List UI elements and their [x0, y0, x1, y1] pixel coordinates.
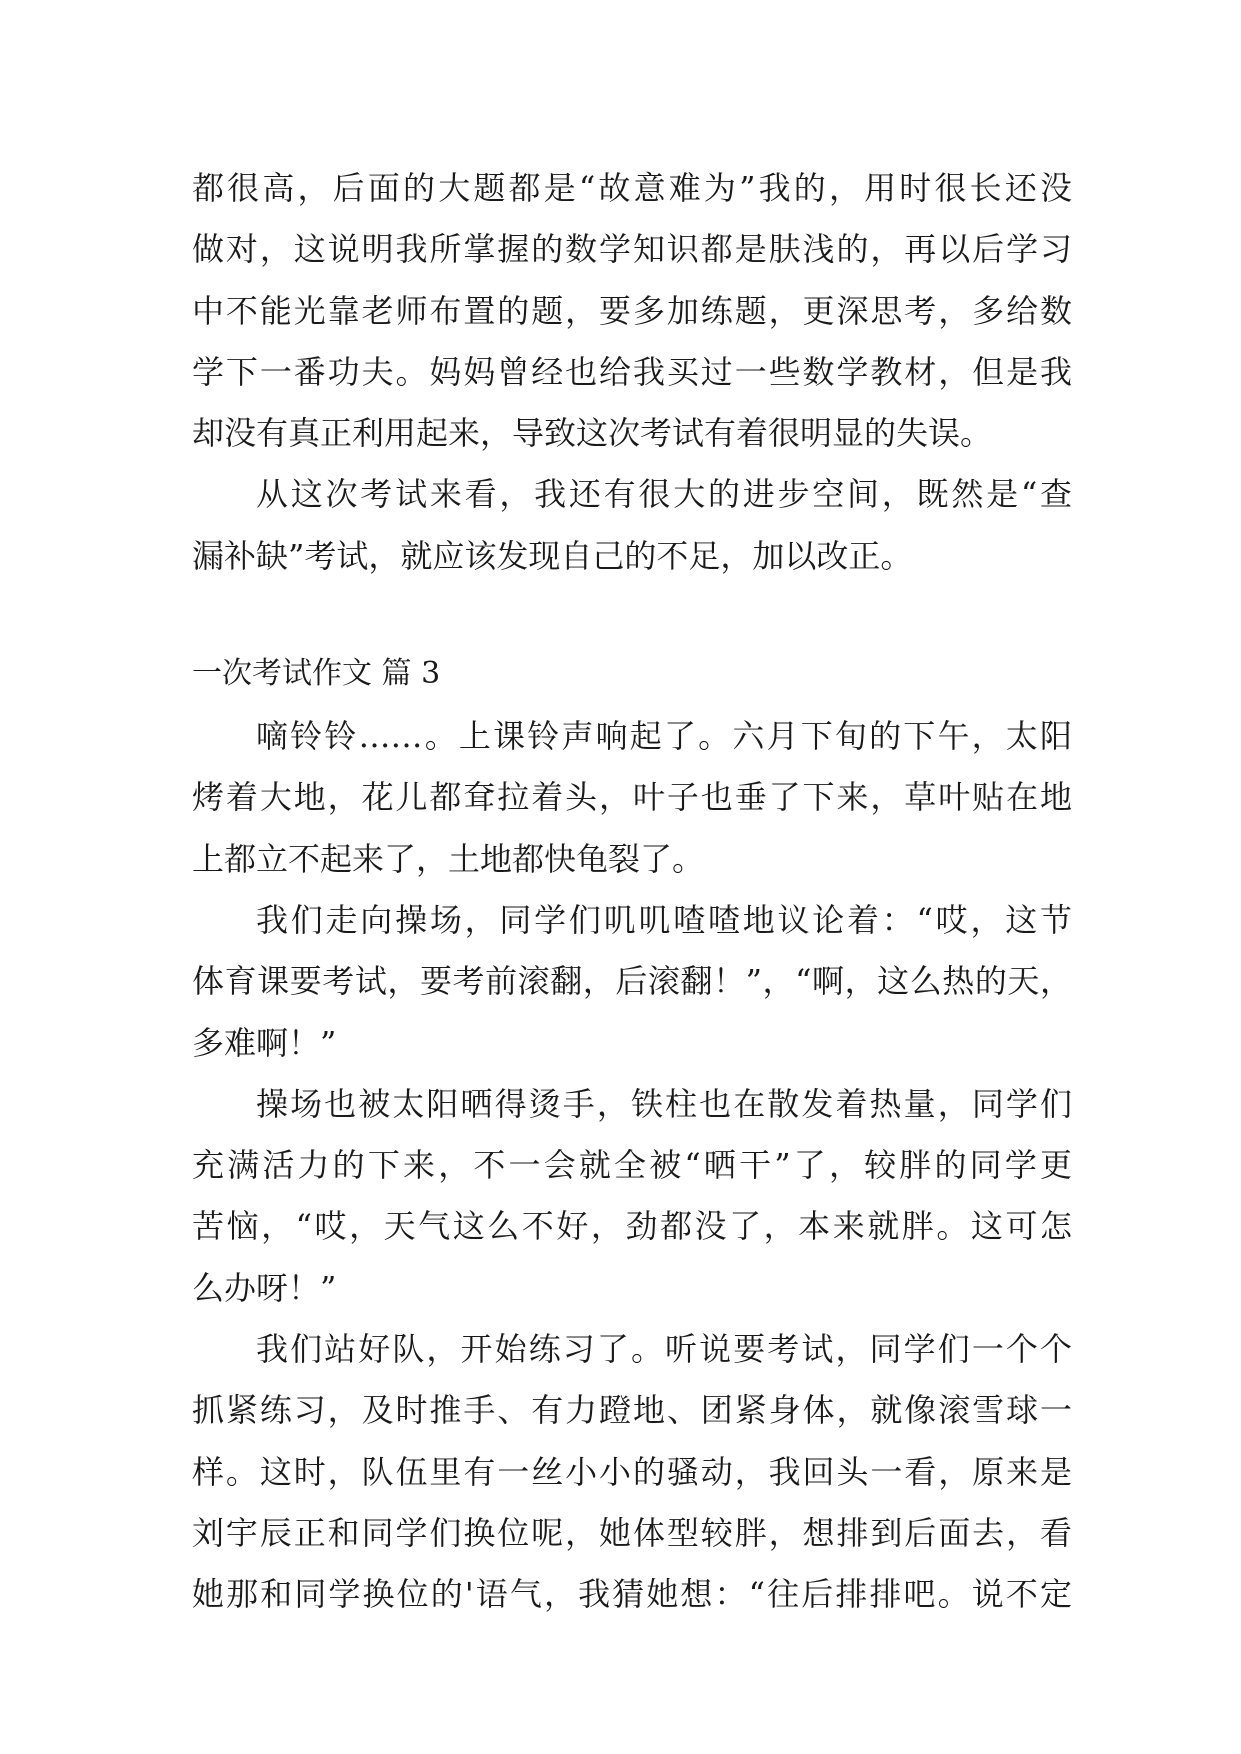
section-spacer [192, 587, 1072, 642]
essay-paragraph-1 [192, 706, 1072, 890]
text-line: 体育课要考试，要考前滚翻，后滚翻！”，“啊，这么热的天， [192, 962, 1072, 1001]
text-line: 中不能光靠老师布置的题，要多加练题，更深思考，多给数 [192, 291, 1072, 330]
text-line: 她那和同学换位的'语气，我猜她想：“往后排排吧。说不定 [192, 1575, 1072, 1614]
text-line: 漏补缺”考试，就应该发现自己的不足，加以改正。 [192, 536, 913, 575]
text-line: 做对，这说明我所掌握的数学知识都是肤浅的，再以后学习 [192, 230, 1072, 269]
text-line: 操场也被太阳晒得烫手，铁柱也在散发着热量，同学们 [256, 1084, 1072, 1123]
text-line: 样。这时，队伍里有一丝小小的骚动，我回头一看，原来是 [192, 1452, 1072, 1491]
text-line: 上都立不起来了，土地都快龟裂了。 [192, 839, 705, 878]
text-line: 充满活力的下来，不一会就全被“晒干”了，较胖的同学更 [192, 1146, 1072, 1185]
text-line: 都很高，后面的大题都是“故意难为”我的，用时很长还没 [192, 169, 1072, 207]
text-line: 苦恼，“哎，天气这么不好，劲都没了，本来就胖。这可怎 [192, 1207, 1072, 1246]
text-line: 刘宇辰正和同学们换位呢，她体型较胖，想排到后面去，看 [192, 1513, 1072, 1552]
essay-paragraph-4 [192, 1319, 1072, 1625]
text-line: 么办呀！” [192, 1268, 337, 1307]
text-line: 烤着大地，花儿都耷拉着头，叶子也垂了下来，草叶贴在地 [192, 778, 1072, 817]
essay-paragraph-2 [192, 890, 1072, 1074]
text-line: 嘀铃铃……。上课铃声响起了。六月下旬的下午，太阳 [256, 717, 1072, 756]
text-line: 从这次考试来看，我还有很大的进步空间，既然是“查 [256, 475, 1072, 514]
essay-paragraph-3 [192, 1074, 1072, 1319]
text-line: 我们站好队，开始练习了。听说要考试，同学们一个个 [256, 1330, 1072, 1369]
text-line: 我们走向操场，同学们叽叽喳喳地议论着：“哎，这节 [256, 900, 1072, 939]
text-line: 却没有真正利用起来，导致这次考试有着很明显的失误。 [192, 414, 993, 453]
text-line: 抓紧练习，及时推手、有力蹬地、团紧身体，就像滚雪球一 [192, 1391, 1072, 1430]
paragraph-top [192, 158, 1072, 464]
text-line: 学下一番功夫。妈妈曾经也给我买过一些数学教材，但是我 [192, 352, 1072, 391]
text-line: 多难啊！” [192, 1023, 337, 1062]
section-heading: 一次考试作文 篇 3 [192, 656, 441, 692]
document-body [192, 158, 1072, 1626]
paragraph-conclusion [192, 464, 1072, 587]
